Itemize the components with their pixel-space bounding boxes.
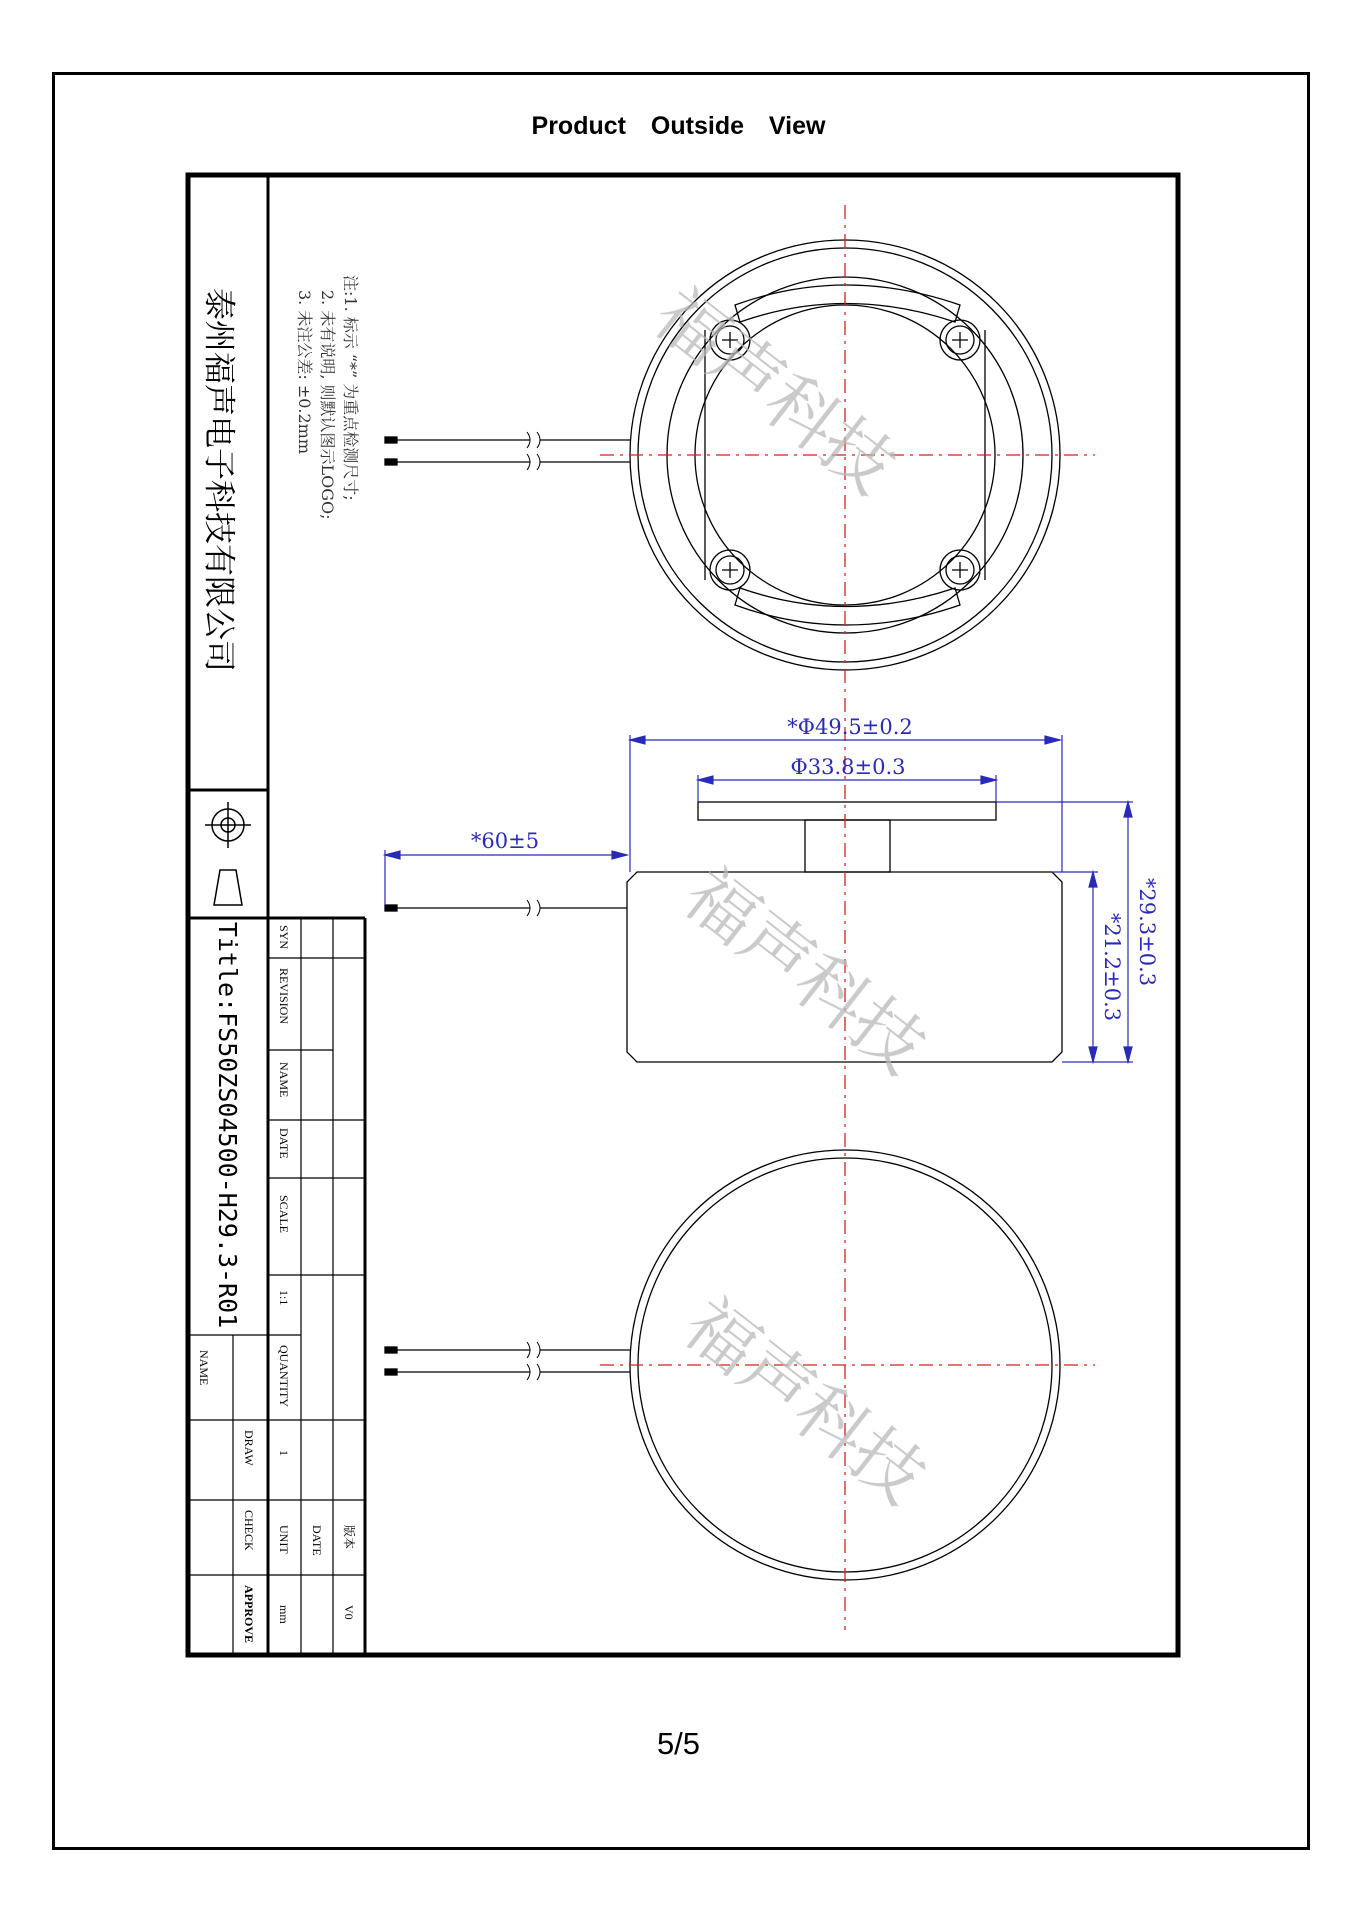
tb-check: CHECK xyxy=(242,1510,256,1551)
watermark-2: 福声科技 xyxy=(669,852,941,1090)
dim-lead-length: *60±5 xyxy=(470,829,540,853)
note-3: 3. 未注公差: ±0.2mm xyxy=(295,290,314,455)
note-1: 注:1. 标示 “*” 为重点检测尺寸; xyxy=(341,275,360,501)
drawing-title: Title:FS50ZS04500-H29.3-R01 xyxy=(213,921,242,1329)
note-2: 2. 未有说明, 则默认图示LOGO; xyxy=(318,290,337,520)
watermark-3: 福声科技 xyxy=(669,1282,941,1520)
tb-version-value: V0 xyxy=(342,1605,356,1620)
notes xyxy=(295,275,360,520)
dim-flange-diameter: Φ33.8±0.3 xyxy=(790,755,906,779)
projection-symbol xyxy=(205,802,251,905)
dim-body-height: *21.2±0.3 xyxy=(1100,912,1124,1022)
tb-syn: SYN xyxy=(277,925,291,950)
tb-date: DATE xyxy=(277,1128,291,1159)
tb-approve: APPROVE xyxy=(242,1585,256,1643)
tb-version: 版本 xyxy=(342,1525,356,1550)
tb-scale: SCALE xyxy=(277,1195,291,1234)
dim-total-height: *29.3±0.3 xyxy=(1135,877,1159,987)
watermarks xyxy=(639,273,940,1520)
tb-name2: NAME xyxy=(197,1350,211,1386)
dim-outer-diameter: *Φ49.5±0.2 xyxy=(787,715,913,739)
company-name: 泰州福声电子科技有限公司 xyxy=(201,287,238,673)
tb-name: NAME xyxy=(277,1062,291,1098)
screw-top-right xyxy=(940,320,980,360)
tb-date2: DATE xyxy=(310,1525,324,1556)
screw-bottom-left xyxy=(710,550,750,590)
screw-bottom-right xyxy=(940,550,980,590)
tb-revision: REVISION xyxy=(277,968,291,1024)
page-title: Product Outside View xyxy=(531,112,826,140)
watermark-1: 福声科技 xyxy=(639,272,911,510)
page-number: 5/5 xyxy=(656,1726,701,1761)
tb-unit-value: mm xyxy=(277,1605,291,1624)
tb-scale-value: 1:1 xyxy=(277,1290,291,1306)
tb-quantity: QUANTITY xyxy=(277,1345,291,1407)
tb-draw: DRAW xyxy=(242,1430,256,1466)
tb-quantity-value: 1 xyxy=(277,1450,291,1456)
tb-unit: UNIT xyxy=(277,1525,291,1554)
